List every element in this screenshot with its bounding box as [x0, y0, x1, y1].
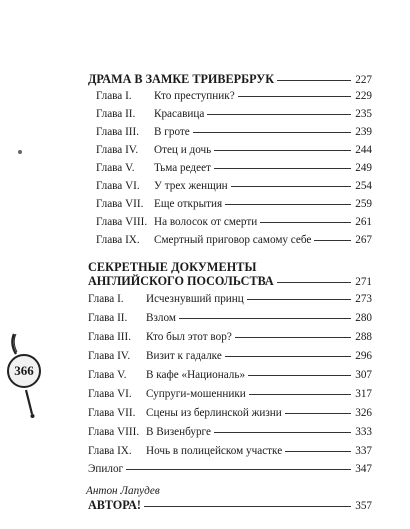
chapter-page: 280 — [355, 312, 372, 324]
dot-leader — [231, 186, 352, 187]
chapter-page: 254 — [355, 180, 372, 192]
chapter-label: Глава II. — [96, 108, 136, 120]
chapter-label: Глава I. — [96, 90, 132, 102]
chapter-page: 326 — [355, 407, 372, 419]
chapter-label: Глава IX. — [88, 445, 132, 457]
chapter-row-epilogue — [88, 462, 372, 476]
chapter-row — [96, 197, 372, 211]
chapter-row — [88, 387, 372, 401]
section-1-header — [88, 72, 372, 87]
chapter-page: 235 — [355, 108, 372, 120]
chapter-label: Глава IV. — [88, 350, 131, 362]
section-3-page: 357 — [355, 500, 372, 512]
section-3-title: АВТОРА! — [88, 498, 141, 512]
dot-leader — [207, 114, 351, 115]
chapter-title: Отец и дочь — [154, 144, 212, 156]
dot-leader — [214, 168, 351, 169]
chapter-row — [96, 89, 372, 103]
chapter-title: Супруги-мошенники — [146, 388, 246, 400]
section-1-title: ДРАМА В ЗАМКЕ ТРИВЕРБРУК — [88, 72, 275, 86]
chapter-title: Тьма редеет — [154, 162, 211, 174]
chapter-row — [88, 406, 372, 420]
chapter-title: Еще открытия — [154, 198, 223, 210]
chapter-label: Глава V. — [96, 162, 135, 174]
chapter-row — [96, 179, 372, 193]
chapter-row — [88, 311, 372, 325]
chapter-page: 333 — [355, 426, 372, 438]
chapter-page: 288 — [355, 331, 372, 343]
chapter-label: Глава I. — [88, 293, 124, 305]
chapter-page: 239 — [355, 126, 372, 138]
section-1-page: 227 — [355, 74, 372, 86]
dot-leader — [285, 413, 351, 414]
chapter-page: 347 — [355, 463, 372, 475]
chapter-page: 307 — [355, 369, 372, 381]
section-2-title-line-2: АНГЛИЙСКОГО ПОСОЛЬСТВА — [88, 274, 274, 288]
chapter-label: Глава III. — [88, 331, 132, 343]
chapter-title: Кто был этот вор? — [146, 331, 232, 343]
dot-leader — [249, 394, 351, 395]
chapter-label: Глава VI. — [88, 388, 132, 400]
dot-leader — [179, 318, 351, 319]
chapter-row — [96, 107, 372, 121]
chapter-row — [88, 292, 372, 306]
dot-leader — [214, 150, 351, 151]
chapter-row — [96, 215, 372, 229]
chapter-page: 261 — [355, 216, 372, 228]
section-2-header — [88, 274, 372, 289]
chapter-row — [88, 330, 372, 344]
chapter-row — [88, 425, 372, 439]
chapter-title: В Визенбурге — [146, 426, 211, 438]
dot-leader — [260, 222, 351, 223]
chapter-page: 273 — [355, 293, 372, 305]
dot-leader — [193, 132, 351, 133]
dot-leader — [214, 432, 351, 433]
dot-leader — [238, 96, 352, 97]
chapter-title: Кто преступник? — [154, 90, 235, 102]
chapter-label: Глава V. — [88, 369, 127, 381]
chapter-label: Глава VII. — [96, 198, 144, 210]
chapter-label: Глава VII. — [88, 407, 136, 419]
chapter-title: Смертный приговор самому себе — [154, 234, 312, 246]
chapter-title: В кафе «Националь» — [146, 369, 246, 381]
dot-leader — [247, 299, 351, 300]
dot-leader — [277, 80, 351, 81]
page-number: 366 — [7, 354, 41, 388]
chapter-page: 317 — [355, 388, 372, 400]
dot-leader — [144, 506, 351, 507]
dot-leader — [225, 204, 351, 205]
chapter-title: Визит к гадалке — [146, 350, 222, 362]
chapter-title: Исчезнувший принц — [146, 293, 244, 305]
chapter-title: На волосок от смерти — [154, 216, 258, 228]
chapter-row — [96, 233, 372, 247]
chapter-label: Глава IV. — [96, 144, 139, 156]
chapter-title: Красавица — [154, 108, 205, 120]
dot-leader — [314, 240, 351, 241]
chapter-page: 229 — [355, 90, 372, 102]
chapter-row — [96, 161, 372, 175]
chapter-page: 337 — [355, 445, 372, 457]
section-2-page: 271 — [355, 276, 372, 288]
author-name: Антон Лапудев — [86, 485, 160, 497]
margin-dot — [18, 150, 22, 154]
chapter-label: Глава II. — [88, 312, 128, 324]
chapter-page: 249 — [355, 162, 372, 174]
chapter-row — [96, 125, 372, 139]
chapter-page: 267 — [355, 234, 372, 246]
chapter-label: Глава VI. — [96, 180, 140, 192]
dot-leader — [225, 356, 351, 357]
chapter-row — [88, 349, 372, 363]
chapter-page: 296 — [355, 350, 372, 362]
dot-leader — [285, 451, 351, 452]
chapter-title: Эпилог — [88, 463, 124, 475]
dot-leader — [235, 337, 351, 338]
chapter-row — [88, 368, 372, 382]
chapter-title: В гроте — [154, 126, 190, 138]
dot-leader — [277, 282, 351, 283]
chapter-title: Сцены из берлинской жизни — [146, 407, 282, 419]
chapter-title: У трех женщин — [154, 180, 228, 192]
chapter-row — [88, 444, 372, 458]
chapter-label: Глава III. — [96, 126, 140, 138]
section-2-title: СЕКРЕТНЫЕ ДОКУМЕНТЫ — [88, 260, 257, 274]
chapter-title: Взлом — [146, 312, 176, 324]
chapter-row — [96, 143, 372, 157]
dot-leader — [126, 469, 351, 470]
dot-leader — [248, 375, 351, 376]
chapter-label: Глава VIII. — [96, 216, 148, 228]
page-number-emblem — [2, 330, 46, 420]
chapter-title: Ночь в полицейском участке — [146, 445, 283, 457]
chapter-page: 244 — [355, 144, 372, 156]
chapter-label: Глава IX. — [96, 234, 140, 246]
chapter-page: 259 — [355, 198, 372, 210]
section-3-header — [88, 498, 372, 513]
chapter-label: Глава VIII. — [88, 426, 140, 438]
